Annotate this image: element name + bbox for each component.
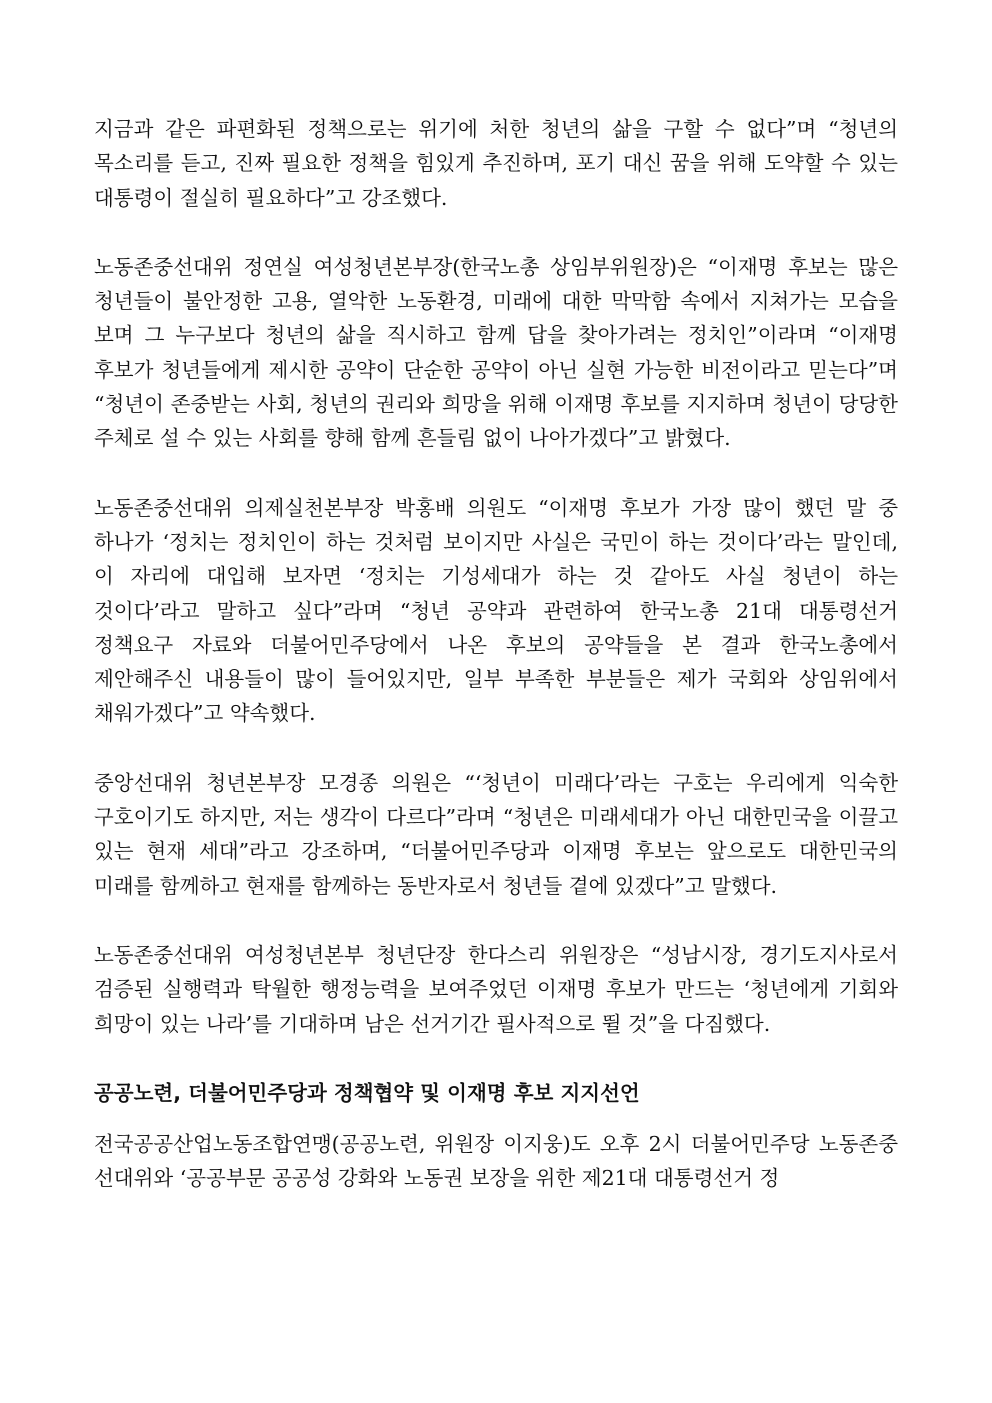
paragraph-1: 지금과 같은 파편화된 정책으로는 위기에 처한 청년의 삶을 구할 수 없다”며 “청년의 목소리를 듣고, 진짜 필요한 정책을 힘있게 추진하며, 포기 대신 꿈을 위해 도약할 수 있는 대통령이 절실히 필요하다”고 강조했다.	[94, 117, 898, 210]
paragraph-4: 중앙선대위 청년본부장 모경종 의원은 “‘청년이 미래다’라는 구호는 우리에게 익숙한 구호이기도 하지만, 저는 생각이 다르다”라며 “청년은 미래세대가 아닌 대한민국을 이끌고 있는 현재 세대”라고 강조하며, “더불어민주당과 이재명 후보는 앞으로도 대한민국의 미래를 함께하고 현재를 함께하는 동반자로서 청년들 곁에 있겠다”고 말했다.	[94, 770, 898, 898]
document-body	[94, 112, 898, 1196]
section-heading: 공공노련, 더불어민주당과 정책협약 및 이재명 후보 지지선언	[94, 1080, 640, 1105]
paragraph-3: 노동존중선대위 의제실천본부장 박홍배 의원도 “이재명 후보가 가장 많이 했던 말 중 하나가 ‘정치는 정치인이 하는 것처럼 보이지만 사실은 국민이 하는 것이다’라는 말인데, 이 자리에 대입해 보자면 ‘정치는 기성세대가 하는 것 같아도 사실 청년이 하는 것이다’라고 말하고 싶다”라며 “청년 공약과 관련하여 한국노총 21대 대통령선거 정책요구 자료와 더불어민주당에서 나온 후보의 공약들을 본 결과 한국노총에서 제안해주신 내용들이 많이 들어있지만, 일부 부족한 부분들은 제가 국회와 상임위에서 채워가겠다”고 약속했다.	[94, 495, 898, 726]
paragraph-5: 노동존중선대위 여성청년본부 청년단장 한다스리 위원장은 “성남시장, 경기도지사로서 검증된 실행력과 탁월한 행정능력을 보여주었던 이재명 후보가 만드는 ‘청년에게 기회와 희망이 있는 나라’를 기대하며 남은 선거기간 필사적으로 뛸 것”을 다짐했다.	[94, 942, 898, 1036]
paragraph-final: 전국공공산업노동조합연맹(공공노련, 위원장 이지웅)도 오후 2시 더불어민주당 노동존중 선대위와 ‘공공부문 공공성 강화와 노동권 보장을 위한 제21대 대통령선거 정	[94, 1132, 898, 1191]
paragraph-2: 노동존중선대위 정연실 여성청년본부장(한국노총 상임부위원장)은 “이재명 후보는 많은 청년들이 불안정한 고용, 열악한 노동환경, 미래에 대한 막막함 속에서 지쳐가는 모습을 보며 그 누구보다 청년의 삶을 직시하고 함께 답을 찾아가려는 정치인”이라며 “이재명 후보가 청년들에게 제시한 공약이 단순한 공약이 아닌 실현 가능한 비전이라고 믿는다”며 “청년이 존중받는 사회, 청년의 권리와 희망을 위해 이재명 후보를 지지하며 청년이 당당한 주체로 설 수 있는 사회를 향해 함께 흔들림 없이 나아가겠다”고 밝혔다.	[94, 254, 898, 451]
